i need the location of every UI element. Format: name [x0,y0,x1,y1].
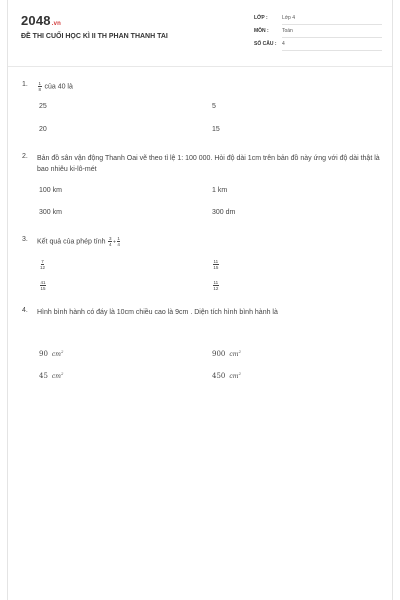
answer-option[interactable]: 100 km [39,187,62,194]
header [8,0,392,66]
exam-title: ĐỀ THI CUỐI HỌC KÌ II TH PHAN THANH TAI [21,33,168,40]
meta-label: SỐ CÂU : [254,41,277,47]
answer-option[interactable] [39,259,46,270]
answer-option[interactable]: 1 km [212,187,228,194]
header-divider [8,66,392,67]
fraction: $\frac{7}{12}$ [40,259,46,270]
answer-option[interactable]: 15 [212,126,220,133]
logo-suffix: .vn [51,21,62,27]
question-number: 3. [22,236,28,243]
meta-value: Toán [282,28,382,38]
unit-label: $cm^2$ [229,349,241,358]
answer-option[interactable]: 900 $cm^2$ [212,349,241,358]
unit-label: $cm^2$ [229,371,241,380]
unit-label: $cm^2$ [51,371,64,380]
fraction: $\frac{1}{4}$ [117,236,120,247]
question-text: Kết quả của phép tính $\frac{3}{4}$ + $\frac{1}{4}$ [37,236,120,247]
question-text: $\frac{1}{8}$ của 40 là [38,81,73,92]
question-number: 4. [22,307,28,314]
exam-page [7,0,393,600]
meta-row-subject [254,26,382,37]
answer-option[interactable] [39,280,47,291]
question-text: Hình bình hành có đáy là 10cm chiều cao là 9cm . Diện tích hình bình hành là [37,309,278,316]
fraction: $\frac{11}{15}$ [213,259,219,270]
question-text: Bản đồ sân vận động Thanh Oai vẽ theo tỉ lệ 1: 100 000. Hỏi độ dài 1cm trên bản đồ này ứng với độ dài thật là bao nhiêu ki-lô-mét [37,155,380,173]
answer-option[interactable]: 90 $cm^2$ [39,349,64,358]
answer-option[interactable]: 300 km [39,209,62,216]
question-number: 1. [22,81,28,88]
answer-option[interactable]: 450 $cm^2$ [212,371,241,380]
exam-meta [254,13,382,52]
answer-option[interactable]: 25 [39,103,47,110]
answer-option[interactable]: 300 dm [212,209,236,216]
unit-label: $cm^2$ [51,349,64,358]
question-number: 2. [22,153,28,160]
answer-option[interactable]: 5 [212,103,216,110]
answer-option[interactable] [212,280,220,291]
fraction: $\frac{11}{12}$ [213,280,219,291]
answer-option[interactable]: 20 [39,126,47,133]
fraction: $\frac{41}{15}$ [40,280,46,291]
fraction: $\frac{3}{4}$ [108,236,112,247]
logo-text: 2048 [21,13,51,28]
meta-label: MÔN : [254,28,269,34]
answer-option[interactable] [212,259,220,270]
meta-value: 4 [282,41,382,51]
answer-option[interactable]: 45 $cm^2$ [39,371,64,380]
meta-label: LỚP : [254,15,268,21]
meta-row-class [254,13,382,24]
meta-value: Lớp 4 [282,15,382,25]
meta-row-count [254,39,382,50]
site-logo[interactable] [21,13,61,28]
fraction: $\frac{1}{8}$ [38,81,42,92]
